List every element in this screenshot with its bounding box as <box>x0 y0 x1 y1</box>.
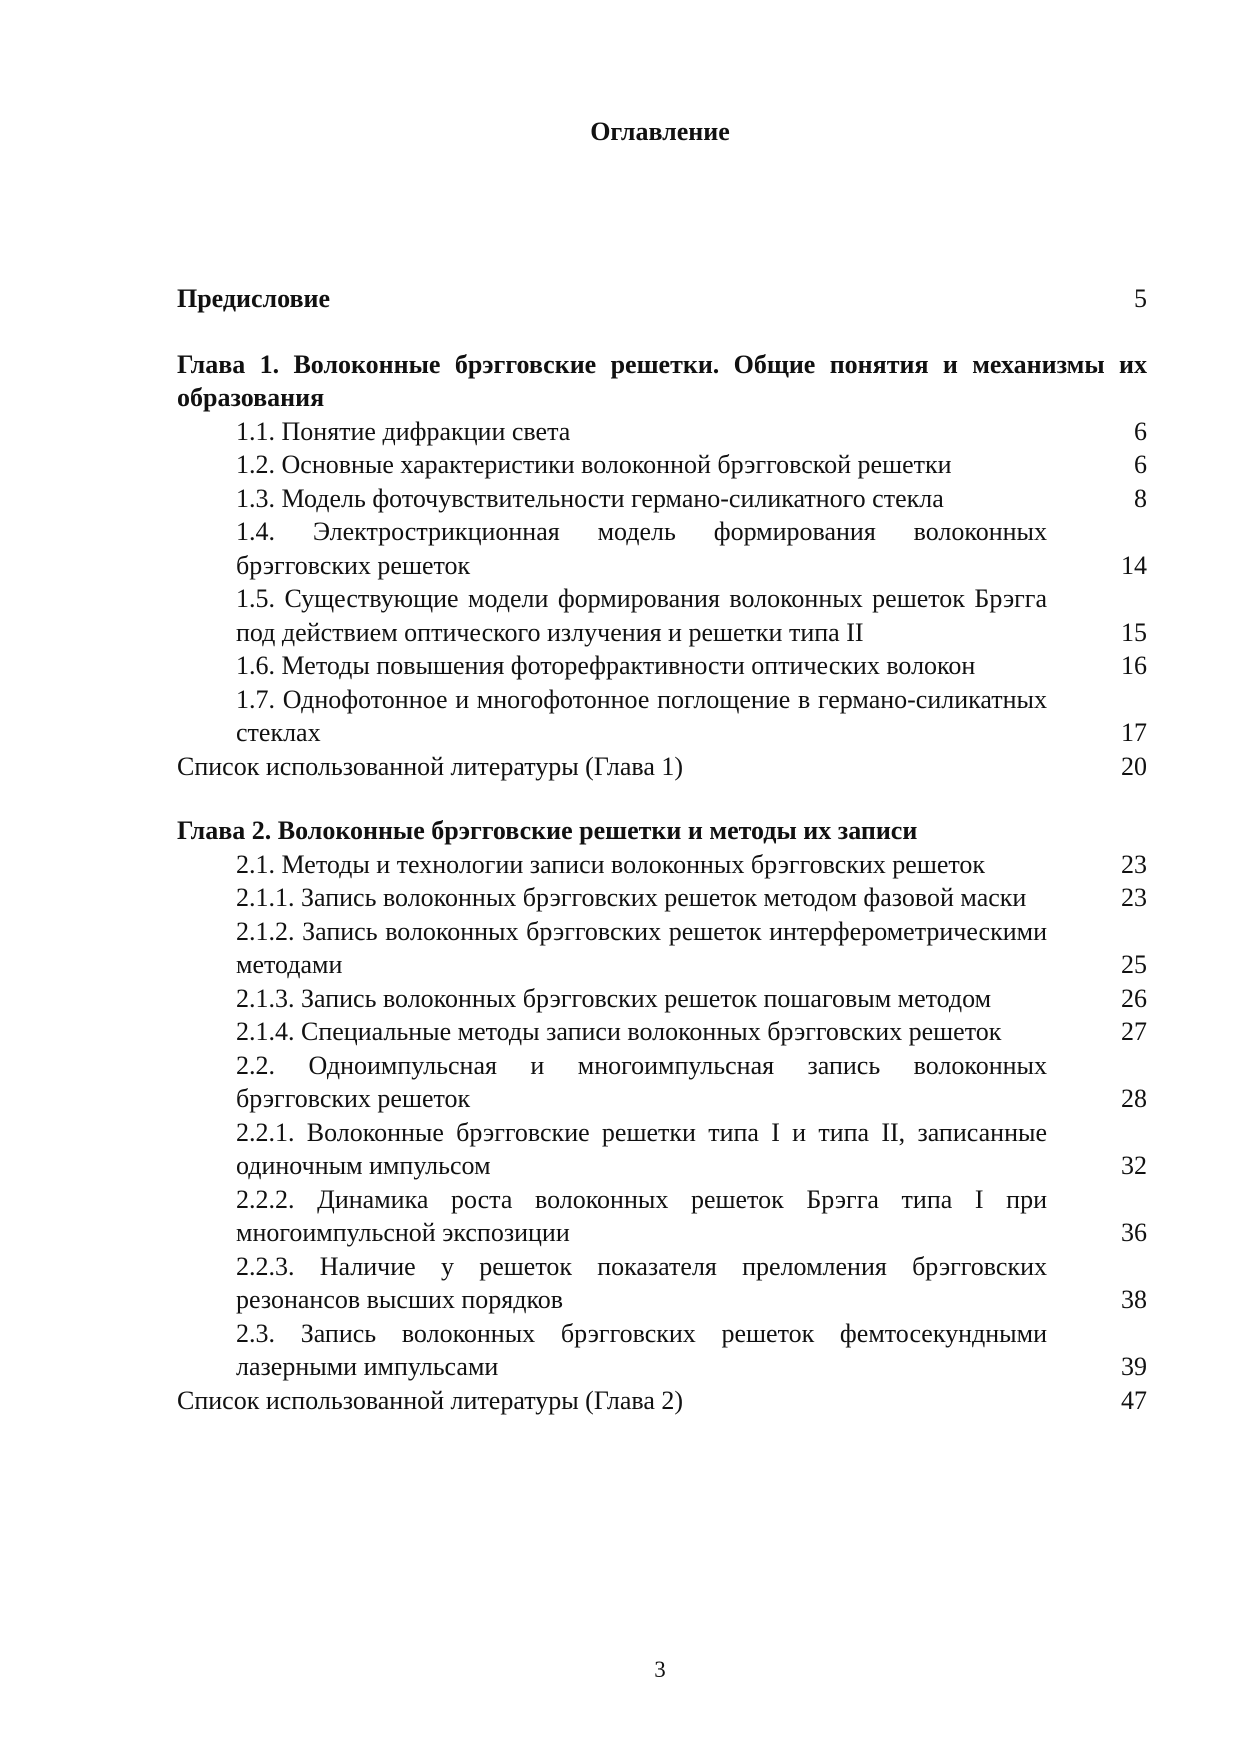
page-number: 3 <box>654 1657 666 1682</box>
chapter2-heading[interactable]: Глава 2. Волоконные брэгговские решетки и методы их записи <box>177 816 918 845</box>
toc-entry-page: 28 <box>1121 1084 1147 1113</box>
toc-entry-page: 16 <box>1121 651 1147 680</box>
toc-entry-page: 23 <box>1121 849 1147 879</box>
toc-entry-page: 23 <box>1121 883 1147 912</box>
toc-entry[interactable] <box>177 848 1147 882</box>
toc-entry[interactable] <box>177 649 1147 683</box>
toc-entry-page: 27 <box>1121 1017 1147 1046</box>
toc-preface[interactable] <box>177 282 1147 316</box>
toc-entry-text: 1.7. Однофотонное и многофотонное поглощение в германо-силикатных стеклах <box>236 684 1047 747</box>
toc-entry[interactable] <box>177 415 1147 449</box>
toc-entry[interactable] <box>177 1250 1147 1317</box>
toc-entry-page: 32 <box>1121 1151 1147 1180</box>
toc-entry-text: 2.1.2. Запись волоконных брэгговских решеток интерферометрическими методами <box>236 916 1047 979</box>
toc-entry-text: 1.1. Понятие дифракции света <box>236 416 571 446</box>
toc-entry-text: 2.2. Одноимпульсная и многоимпульсная запись волоконных брэгговских решеток <box>236 1050 1047 1113</box>
chapter1-heading[interactable]: Глава 1. Волоконные брэгговские решетки. Общие понятия и механизмы их образования <box>177 349 1147 412</box>
toc-entry[interactable] <box>177 683 1147 750</box>
toc-entry[interactable] <box>177 1183 1147 1250</box>
chapter2-references[interactable] <box>177 1384 1147 1418</box>
toc-entry[interactable] <box>177 515 1147 582</box>
toc-entry-text: 2.1.1. Запись волоконных брэгговских решеток методом фазовой маски <box>236 883 1027 912</box>
toc-entry[interactable] <box>177 1015 1147 1049</box>
toc-entry-page: 26 <box>1121 983 1147 1013</box>
toc-entry[interactable] <box>177 915 1147 982</box>
toc-entry-text: 2.1.3. Запись волоконных брэгговских решеток пошаговым методом <box>236 983 992 1013</box>
toc-entry-text: 2.3. Запись волоконных брэгговских решеток фемтосекундными лазерными импульсами <box>236 1318 1047 1381</box>
toc-entry[interactable] <box>177 881 1147 915</box>
references-text: Список использованной литературы (Глава 2) <box>177 1385 684 1415</box>
toc-entry[interactable] <box>177 982 1147 1016</box>
toc-entry[interactable] <box>177 1049 1147 1116</box>
toc-entry-page: 25 <box>1121 950 1147 979</box>
toc-entry-page: 8 <box>1134 483 1147 513</box>
toc-entry-page: 6 <box>1134 450 1147 479</box>
toc-entry-text: 2.2.3. Наличие у решеток показателя преломления брэгговских резонансов высших порядков <box>236 1251 1047 1314</box>
chapter1-references[interactable] <box>177 750 1147 784</box>
references-page: 20 <box>1121 751 1147 781</box>
references-text: Список использованной литературы (Глава 1) <box>177 751 684 781</box>
toc-entry-page: 36 <box>1121 1218 1147 1247</box>
toc-entry[interactable] <box>177 582 1147 649</box>
toc-entry-page: 14 <box>1121 550 1147 580</box>
toc-entry-page: 39 <box>1121 1352 1147 1381</box>
toc-entry-text: 2.2.2. Динамика роста волоконных решеток Брэгга типа I при многоимпульсной экспозиции <box>236 1184 1047 1247</box>
preface-page: 5 <box>1134 284 1147 313</box>
toc-entry[interactable] <box>177 448 1147 482</box>
toc-entry-text: 1.4. Электрострикционная модель формирования волоконных брэгговских решеток <box>236 517 1047 580</box>
toc-entry-text: 1.6. Методы повышения фоторефрактивности оптических волокон <box>236 651 976 680</box>
toc-entry[interactable] <box>177 1116 1147 1183</box>
toc-entry-text: 1.2. Основные характеристики волоконной брэгговской решетки <box>236 450 952 479</box>
toc-entry[interactable] <box>177 482 1147 516</box>
toc-entry-text: 2.1. Методы и технологии записи волоконных брэгговских решеток <box>236 849 986 879</box>
toc-entry-text: 1.5. Существующие модели формирования волоконных решеток Брэгга под действием оптического излучения и решетки типа II <box>236 584 1047 647</box>
page-title: Оглавление <box>590 117 730 146</box>
table-of-contents <box>177 282 1147 1417</box>
toc-entry-page: 38 <box>1121 1285 1147 1314</box>
toc-entry-page: 17 <box>1121 718 1147 747</box>
toc-entry-page: 6 <box>1134 416 1147 446</box>
references-page: 47 <box>1121 1385 1147 1415</box>
toc-entry-text: 2.2.1. Волоконные брэгговские решетки типа I и типа II, записанные одиночным импульсом <box>236 1117 1047 1180</box>
toc-entry-text: 2.1.4. Специальные методы записи волоконных брэгговских решеток <box>236 1017 1002 1046</box>
toc-entry[interactable] <box>177 1317 1147 1384</box>
preface-label: Предисловие <box>177 284 331 313</box>
toc-entry-text: 1.3. Модель фоточувствительности германо-силикатного стекла <box>236 483 944 513</box>
toc-entry-page: 15 <box>1121 617 1147 647</box>
